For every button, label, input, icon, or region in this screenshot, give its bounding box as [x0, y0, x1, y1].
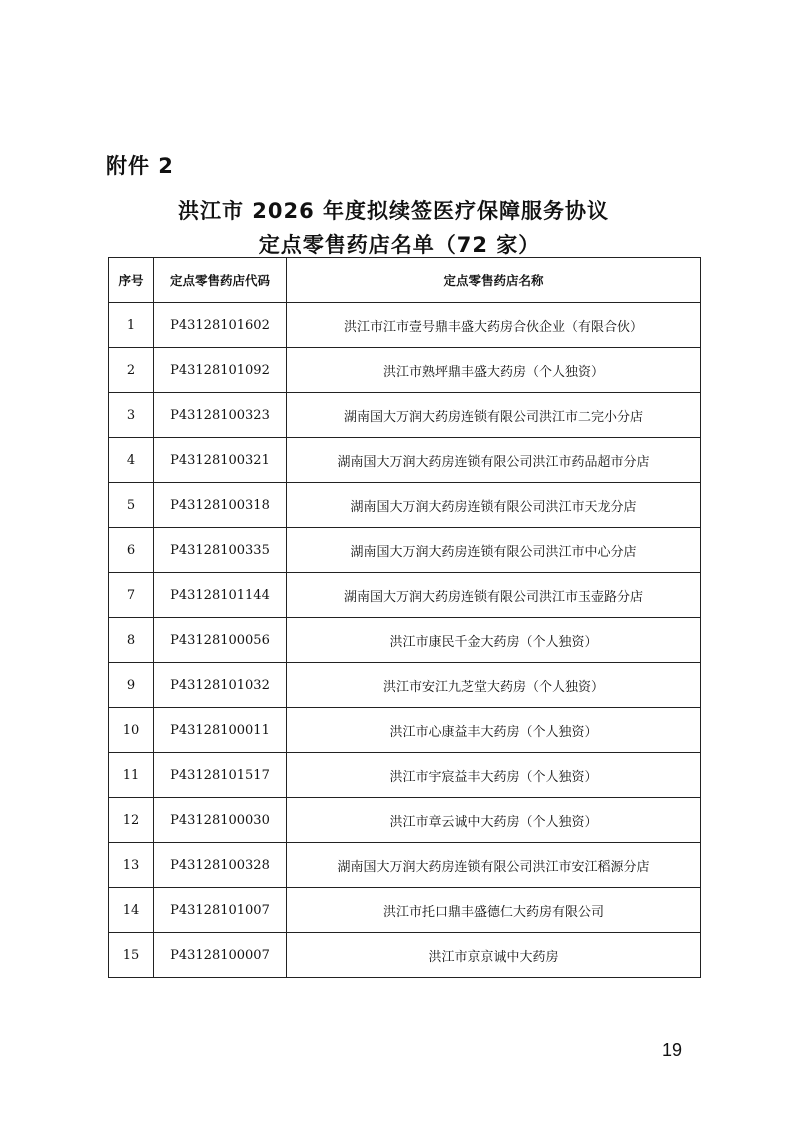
row-pharmacy-code: P43128101007	[154, 888, 287, 933]
row-pharmacy-name: 湖南国大万润大药房连锁有限公司洪江市中心分店	[287, 528, 701, 573]
table-row	[109, 393, 701, 438]
header-pharmacy-name: 定点零售药店名称	[287, 258, 701, 303]
table-header-row	[109, 258, 701, 303]
row-pharmacy-code: P43128100328	[154, 843, 287, 888]
table-row	[109, 618, 701, 663]
table-row	[109, 933, 701, 978]
row-pharmacy-code: P43128101092	[154, 348, 287, 393]
row-serial-number: 13	[109, 843, 154, 888]
row-serial-number: 12	[109, 798, 154, 843]
table-row	[109, 348, 701, 393]
row-pharmacy-name: 湖南国大万润大药房连锁有限公司洪江市安江稻源分店	[287, 843, 701, 888]
table-row	[109, 888, 701, 933]
table-row	[109, 753, 701, 798]
row-serial-number: 1	[109, 303, 154, 348]
row-pharmacy-code: P43128100011	[154, 708, 287, 753]
row-serial-number: 15	[109, 933, 154, 978]
row-pharmacy-code: P43128101144	[154, 573, 287, 618]
table-row	[109, 708, 701, 753]
row-serial-number: 11	[109, 753, 154, 798]
table-row	[109, 438, 701, 483]
row-serial-number: 14	[109, 888, 154, 933]
row-serial-number: 4	[109, 438, 154, 483]
row-serial-number: 5	[109, 483, 154, 528]
row-pharmacy-code: P43128101517	[154, 753, 287, 798]
table-row	[109, 483, 701, 528]
row-pharmacy-code: P43128100321	[154, 438, 287, 483]
document-title-line1: 洪江市 2026 年度拟续签医疗保障服务协议	[177, 199, 610, 223]
row-pharmacy-code: P43128101602	[154, 303, 287, 348]
row-serial-number: 3	[109, 393, 154, 438]
row-serial-number: 2	[109, 348, 154, 393]
row-pharmacy-name: 洪江市安江九芝堂大药房（个人独资）	[287, 663, 701, 708]
row-serial-number: 8	[109, 618, 154, 663]
row-pharmacy-code: P43128101032	[154, 663, 287, 708]
row-pharmacy-name: 洪江市京京诚中大药房	[287, 933, 701, 978]
row-pharmacy-code: P43128100335	[154, 528, 287, 573]
pharmacy-table	[108, 257, 701, 978]
row-pharmacy-code: P43128100323	[154, 393, 287, 438]
table-row	[109, 843, 701, 888]
row-pharmacy-name: 洪江市康民千金大药房（个人独资）	[287, 618, 701, 663]
row-pharmacy-code: P43128100030	[154, 798, 287, 843]
row-pharmacy-name: 湖南国大万润大药房连锁有限公司洪江市药品超市分店	[287, 438, 701, 483]
row-pharmacy-name: 洪江市心康益丰大药房（个人独资）	[287, 708, 701, 753]
row-serial-number: 9	[109, 663, 154, 708]
attachment-label: 附件 2	[106, 154, 174, 178]
table-row	[109, 573, 701, 618]
document-title-line2: 定点零售药店名单（72 家）	[258, 233, 541, 257]
row-pharmacy-name: 洪江市宇宸益丰大药房（个人独资）	[287, 753, 701, 798]
row-pharmacy-name: 洪江市江市壹号鼎丰盛大药房合伙企业（有限合伙）	[287, 303, 701, 348]
row-pharmacy-name: 湖南国大万润大药房连锁有限公司洪江市玉壶路分店	[287, 573, 701, 618]
table-row	[109, 798, 701, 843]
row-pharmacy-name: 洪江市托口鼎丰盛德仁大药房有限公司	[287, 888, 701, 933]
row-serial-number: 10	[109, 708, 154, 753]
row-pharmacy-name: 湖南国大万润大药房连锁有限公司洪江市二完小分店	[287, 393, 701, 438]
header-pharmacy-code: 定点零售药店代码	[154, 258, 287, 303]
row-pharmacy-code: P43128100056	[154, 618, 287, 663]
table-row	[109, 663, 701, 708]
page-number: 19	[662, 1040, 683, 1060]
row-pharmacy-name: 洪江市章云诚中大药房（个人独资）	[287, 798, 701, 843]
row-serial-number: 6	[109, 528, 154, 573]
row-pharmacy-code: P43128100318	[154, 483, 287, 528]
row-serial-number: 7	[109, 573, 154, 618]
row-pharmacy-code: P43128100007	[154, 933, 287, 978]
table-row	[109, 303, 701, 348]
table-row	[109, 528, 701, 573]
row-pharmacy-name: 洪江市熟坪鼎丰盛大药房（个人独资）	[287, 348, 701, 393]
header-serial-number: 序号	[109, 258, 154, 303]
row-pharmacy-name: 湖南国大万润大药房连锁有限公司洪江市天龙分店	[287, 483, 701, 528]
